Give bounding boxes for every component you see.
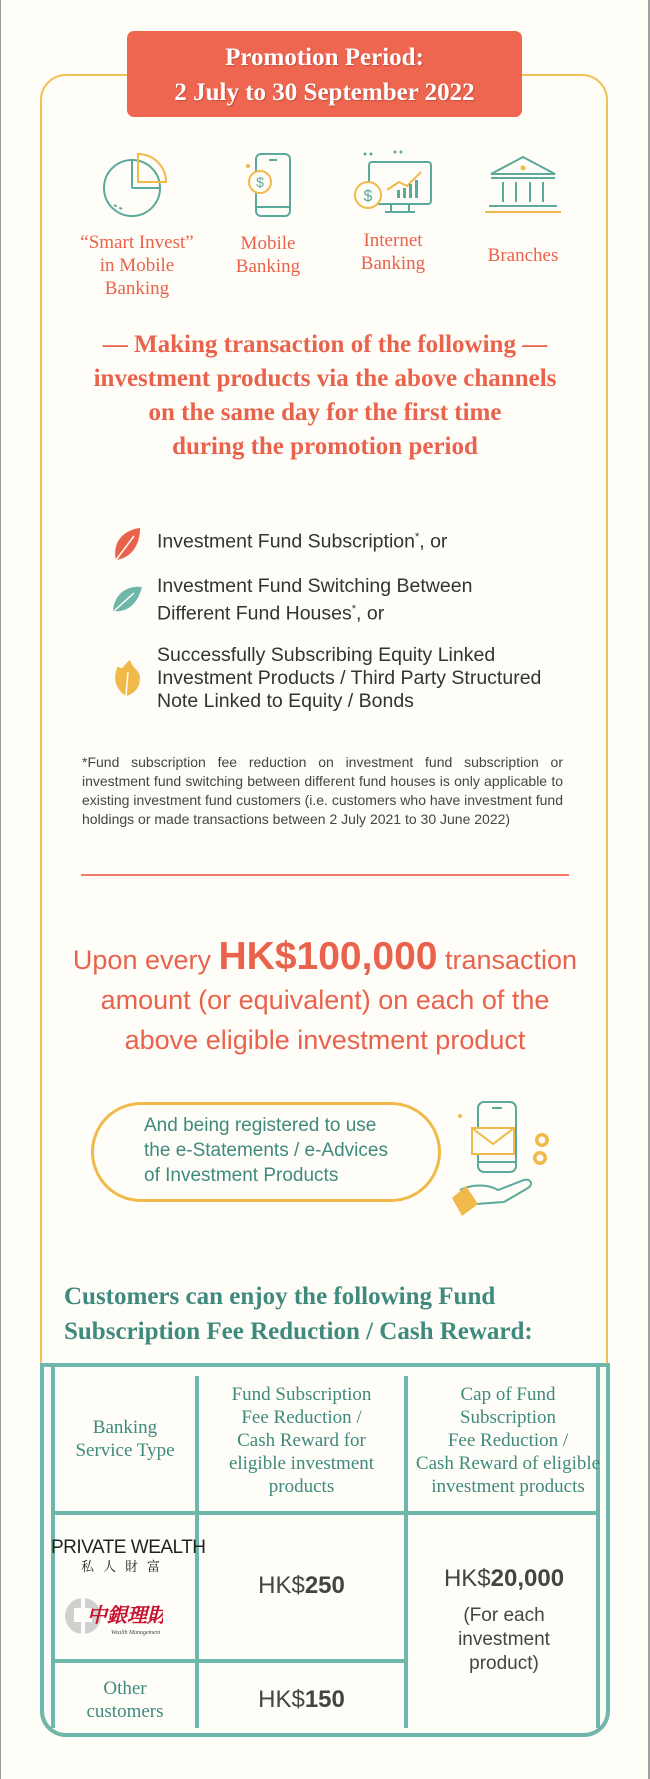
cap-amount bbox=[408, 1565, 600, 1593]
eligible-product-text bbox=[157, 526, 587, 554]
headline-line: during the promotion period bbox=[172, 433, 478, 460]
promotion-period-label: Promotion Period: bbox=[225, 44, 424, 71]
product-text: Investment Fund Subscription bbox=[157, 530, 415, 553]
footnote-mark: * bbox=[414, 531, 420, 543]
eligible-product-fund-subscription bbox=[110, 526, 630, 566]
eligible-product-text bbox=[157, 644, 587, 713]
product-text: Successfully Subscribing Equity Linked Investment Products / Third Party Structured Note Linked to Equity / Bonds bbox=[157, 644, 542, 712]
transaction-headline bbox=[60, 328, 590, 464]
reward-line: amount (or equivalent) on each of the bbox=[100, 985, 550, 1015]
bank-building-icon bbox=[483, 154, 563, 218]
channel-mobile-banking bbox=[218, 152, 318, 278]
channel-internet-banking bbox=[343, 148, 443, 275]
wealth-management-chinese: 中銀理財 bbox=[87, 1603, 163, 1627]
private-wealth-reward bbox=[199, 1572, 404, 1600]
red-leaf-icon bbox=[110, 526, 144, 564]
customer-benefit-heading bbox=[64, 1279, 604, 1349]
reward-line: above eligible investment product bbox=[124, 1025, 526, 1055]
boc-wealth-management-icon bbox=[63, 1594, 163, 1640]
wealth-management-english: Wealth Management bbox=[111, 1630, 161, 1636]
product-suffix: , or bbox=[419, 530, 448, 553]
pie-chart-icon bbox=[102, 150, 172, 220]
channel-label: Branches bbox=[487, 245, 559, 266]
reward-line bbox=[48, 937, 602, 980]
phone-email-hand-icon bbox=[448, 1098, 558, 1228]
table-row-divider bbox=[51, 1659, 408, 1663]
reward-condition-text bbox=[48, 937, 602, 1060]
product-suffix: , or bbox=[356, 602, 385, 625]
reward-suffix: transaction bbox=[437, 945, 578, 975]
section-divider bbox=[81, 874, 569, 876]
reward-prefix: Upon every bbox=[72, 945, 219, 975]
table-header-divider bbox=[51, 1511, 600, 1515]
other-customers-reward bbox=[199, 1686, 404, 1714]
channel-label: Mobile Banking bbox=[235, 233, 301, 277]
heading-line: Subscription Fee Reduction / Cash Reward: bbox=[64, 1318, 533, 1345]
currency: HK$ bbox=[258, 1572, 305, 1599]
channel-smart-invest bbox=[67, 150, 207, 300]
reward-value: 150 bbox=[304, 1686, 345, 1713]
svg-text:$: $ bbox=[363, 188, 373, 205]
svg-text:$: $ bbox=[256, 174, 264, 190]
promotion-period-banner bbox=[127, 31, 522, 117]
private-wealth-name: PRIVATE WEALTH bbox=[51, 1537, 206, 1558]
page-edge-left bbox=[0, 0, 1, 1779]
cap-value: 20,000 bbox=[490, 1565, 565, 1592]
eligible-product-structured-notes bbox=[110, 644, 630, 719]
private-wealth-logo bbox=[51, 1538, 206, 1576]
currency: HK$ bbox=[443, 1565, 491, 1592]
currency: HK$ bbox=[258, 1686, 305, 1713]
other-customers-label: Other customers bbox=[86, 1678, 164, 1722]
eligible-product-text bbox=[157, 575, 587, 626]
private-wealth-chinese: 私人財富 bbox=[81, 1559, 170, 1574]
headline-line: — Making transaction of the following — bbox=[102, 331, 548, 358]
yellow-leaf-icon bbox=[110, 658, 144, 698]
cap-note: (For each investment product) bbox=[458, 1605, 550, 1674]
channel-label: Internet Banking bbox=[360, 230, 426, 274]
footnote: *Fund subscription fee reduction on investment fund subscription or investment fund switching between different fund houses is only applicable to existing investment fund customers (i.e. customers who have investment fund holdings or made transactions between 2 July 2021 to 30 June 2022) bbox=[82, 754, 563, 827]
table-header-cap: Cap of Fund Subscription Fee Reduction / Cash Reward of eligible investment products bbox=[415, 1384, 601, 1497]
product-text: Investment Fund Switching Between Different Fund Houses bbox=[157, 575, 473, 625]
estatement-condition-text: And being registered to use the e-Statements / e-Advices of Investment Products bbox=[144, 1115, 388, 1186]
monitor-chart-icon bbox=[351, 148, 435, 220]
headline-line: on the same day for the first time bbox=[148, 399, 502, 426]
headline-line: investment products via the above channels bbox=[93, 365, 557, 392]
eligible-product-fund-switching bbox=[110, 575, 630, 625]
table-header-service-type: Banking Service Type bbox=[75, 1417, 175, 1461]
table-header-fee-reduction: Fund Subscription Fee Reduction / Cash Reward for eligible investment products bbox=[228, 1384, 375, 1497]
promotion-period-dates: 2 July to 30 September 2022 bbox=[174, 79, 475, 106]
channel-label: “Smart Invest” in Mobile Banking bbox=[80, 232, 194, 299]
green-leaf-icon bbox=[110, 581, 144, 619]
wealth-management-logo bbox=[63, 1594, 163, 1645]
reward-value: 250 bbox=[304, 1572, 345, 1599]
channel-branches bbox=[473, 154, 573, 267]
reward-amount: HK$100,000 bbox=[218, 935, 438, 978]
mobile-phone-dollar-icon bbox=[238, 152, 298, 220]
heading-line: Customers can enjoy the following Fund bbox=[64, 1283, 496, 1310]
footnote-mark: * bbox=[351, 603, 357, 615]
